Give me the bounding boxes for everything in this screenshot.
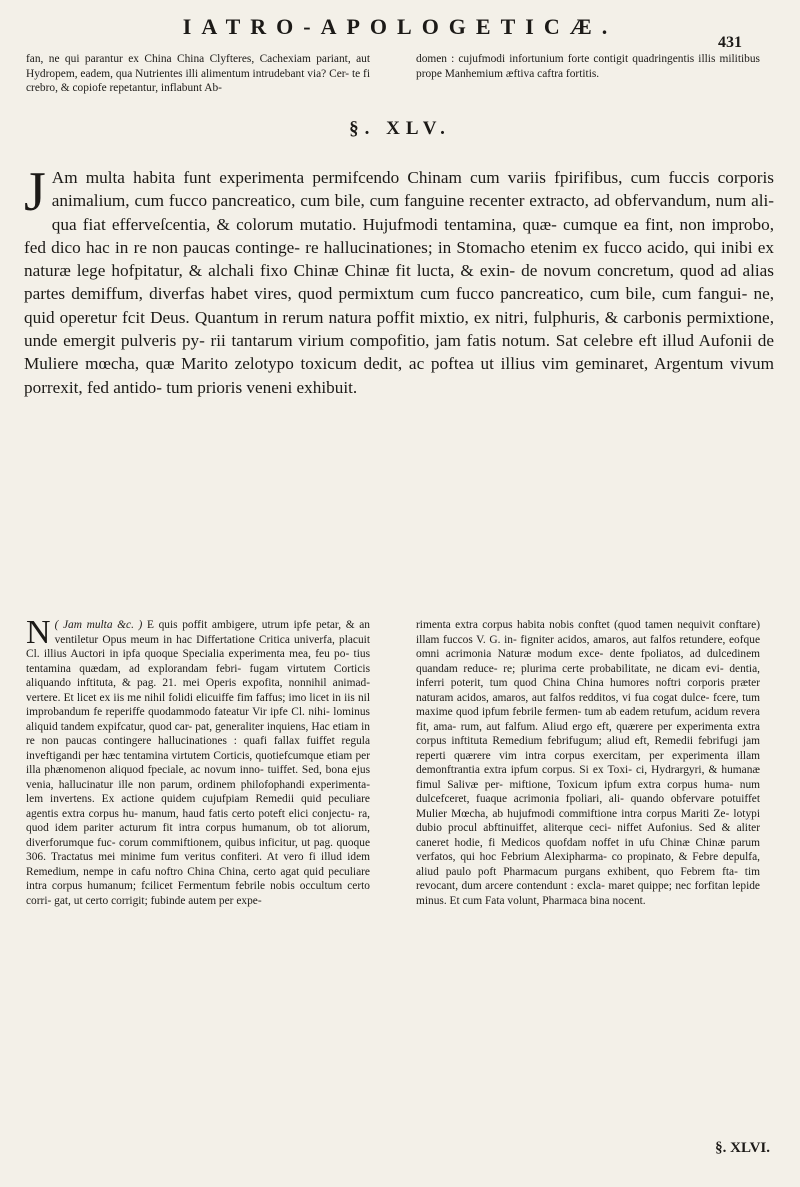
note-right-column [416,618,760,908]
top-right-continuation [416,52,760,81]
top-left-continuation [26,52,370,96]
note-left-column [26,614,370,908]
continuation-text-left: fan, ne qui parantur ex China China Clyfteres, Cachexiam pariant, aut Hydropem, eadem, qua Nutrientes illi alimentum intrudebant via? Cer- te fi crebro, & copiofe repetantur, inflabunt Ab- [26,53,370,94]
running-head [0,12,800,52]
drop-cap: J [24,161,46,223]
page-number: 431 [718,34,742,51]
divider [60,592,740,593]
main-paragraph [24,161,774,399]
running-title: IATRO-APOLOGETICÆ. [182,14,618,39]
main-paragraph-text: Am multa habita funt experimenta permifcendo Chinam cum variis fpirifibus, cum fuccis corporis animalium, cum fucco pancreatico, cum bile, cum fanguine recenter extracto, ad obfervandum, num ali- qua fiat efferveſcentia, & colorum mutatio. Hujufmodi tentamina, quæ- cumque ea fint, non improbo, fed dico hac in re non paucas continge- re hallucinationes; in Stomacho etenim ex fucco acido, qui inibi ex naturæ lege hofpitatur, & alchali fixo Chinæ Chinæ fit lucta, & exin- de novum concretum, quod ad alias partes demiffum, diverfas habet vires, quod permixtum cum fucco pancreatico, cum bile, cum fangui- ne, quid operetur fcit Deus. Quantum in rerum natura poffit mixtio, ex nitri, fulphuris, & carbonis permixtione, unde emergit pulveris py- rii tantarum virium compofitio, jam fatis notum. Sat celebre eft illud Aufonii de Muliere mœcha, quæ Marito zelotypo toxicum dedit, ac poftea ut illius vim geminaret, Argentum vivum porrexit, fed antido- tum prioris veneni exhibuit. [24,168,774,397]
continuation-text-right: domen : cujufmodi infortunium forte contigit quadringentis illis militibus prope Manhemium æftiva caftra fortitis. [416,53,760,80]
note-right-text: rimenta extra corpus habita nobis conftet (quod tamen nequivit conftare) illam fuccos V. G. in- figniter acidos, amaros, aut falfos retundere, eofque omni acrimonia Naturæ modum exce- dente fpoliatos, ad dulcedinem quandam reduce- re; plurima certe probabilitate, ne dicam evi- dentia, inferri poterit, tum quod China China humores noftri corporis præter naturam acidos, amaros, aut falfos redditos, vi fua cogat dulce- fcere, tum maxime quod ipfum febrile fermen- tum ab eadem retufum, acidum revera fit, ama- rum, aut falfum. Aliud ergo eft, quærere per experimenta extra corpus inftituta Remedium febrifugum; aliud eft, Remedii febrifugi jam reperti quærere vim intra corpus exercitam, per experimenta illam demonftrantia extra ipfum corpus. Si ex Toxi- ci, Hydrargyri, & humanæ fimul Salivæ per- miftione, Toxicum ipfum extra corpus huma- num dulcefceret, fuaque acrimonia fpoliari, ali- quando obfervare potuiffet Mulier Mœcha, ab hujufmodi commiftione intra corpus Mariti Ze- lotypi dubio procul abftinuiffet, aliterque ceci- niffet Aufonius. Sed & aliter caneret hodie, fi Medicos quofdam noffet in ufu Chinæ Chinæ parum verfatos, qui hoc Febrium Alexipharma- co propinato, & Febre depulfa, aliud paulo poft Pharmacum purgans exhibent, quo Febrem fta- tim revocant, dum arcere contendunt : excla- maret quippe; nec forfitan lepide minus. Et cum Fata volunt, Pharmaca bina nocent. [416,619,760,907]
catchword: §. XLVI. [715,1140,770,1156]
note-left-body: E quis poffit ambigere, utrum ipfe petar, & an ventiletur Opus meum in hac Differtatione Critica univerfa, placuit Cl. illius Auctori in ipfa quoque Specialia experimenta mea, feu po- tius tentamina quædam, ad explorandam febri- fugam virtutem Corticis aliquando inftituta, & pag. 21. mei Operis expofita, nonnihil animad- vertere. Et licet ex iis me nihil folidi elicuiffe fim faffus; imo licet in iis nil improbandum fe reperiffe quodammodo fateatur Vir ipfe Cl. nihi- lominus aliquid tandem expifcatur, quod car- pat, generaliter inquiens, Hac etiam in re non paucas contingere hallucinationes : quafi fallax fuiffet regula inveftigandi per hæc tentamina virtutem Corticis, quotiefcumque etiam per illa phænomenon aliquod fpeciale, ac novum inno- tuiffet. Sed, bona ejus venia, hallucinatur ille non parum, ordinem philofophandi experimenta- lem invertens. Ex actione quidem cujufpiam Remedii quid peculiare agentis extra corpus hu- manum, haud fatis certo poteft elici conjectu- ra, quod idem pariter acturum fit intra corpus humanum, ob tot aliorum, diverforumque fuc- corum commiftionem, quibus inficitur, ut pag. quoque 306. Tractatus mei minime fum veritus confiteri. At vero fi illud idem Remedium, nempe in cafu noftro China China, certo agat quid peculiare intra corpus humanum; fcilicet Fermentum febrile nobis occultum certo corri- gat, ut certo corrigit; fubinde autem per expe- [26,619,370,907]
section-heading: §. XLV. [349,118,451,139]
note-left-text [26,614,370,908]
note-initial: N [26,614,51,651]
note-lemma: ( Jam multa &c. ) [54,619,143,631]
